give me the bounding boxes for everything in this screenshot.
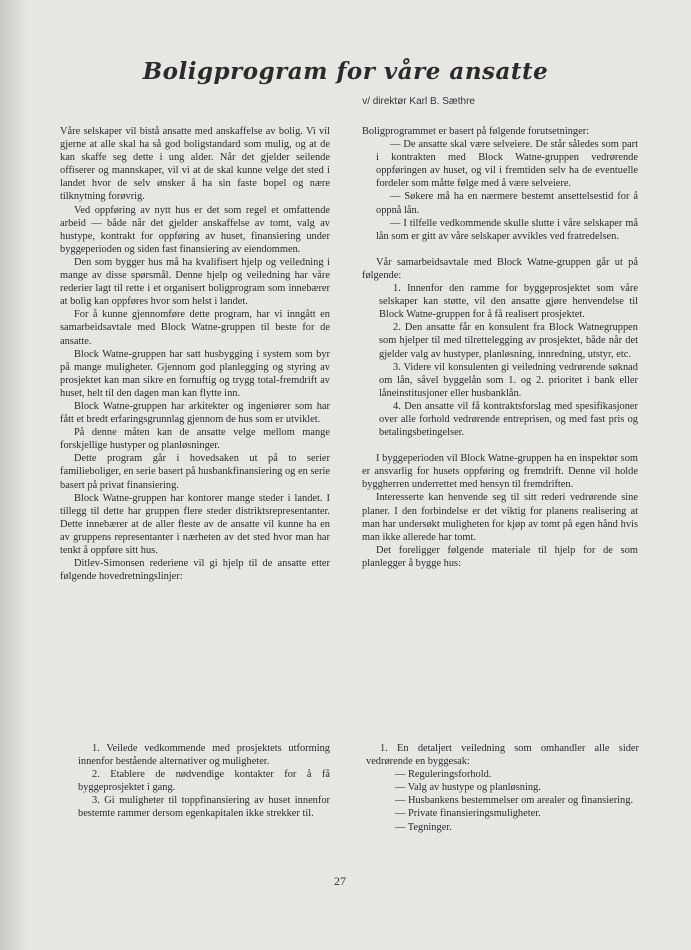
paragraph: Ditlev-Simonsen rederiene vil gi hjelp til de ansatte etter følgende hovedretningslinjer: xyxy=(60,558,330,583)
paragraph: For å kunne gjennomføre dette program, har vi inngått en samarbeidsavtale med Block Watne-gruppen til beste for de ansatte. xyxy=(60,309,330,347)
paragraph: Våre selskaper vil bistå ansatte med anskaffelse av bolig. Vi vil gjerne at alle skal ha så god boligstandard som mulig, og at de kan skaffe seg dette i ung alder. Når det gjelder seilende offiserer og mannskaper, vil vi at de skal kunne velge det sted i landet hvor de selv ønsker å ha sin faste bopel og nære tilknytning forøvrig. xyxy=(60,126,330,203)
paragraph: Vår samarbeidsavtale med Block Watne-gruppen går ut på følgende: xyxy=(362,256,638,281)
page-edge-shadow xyxy=(0,0,28,950)
list-item: 1. Veilede vedkommende med prosjektets utforming innenfor bestående alternativer og muligheter. xyxy=(78,743,330,768)
article-byline: v/ direktør Karl B. Sæthre xyxy=(362,96,475,107)
numbered-item: 4. Den ansatte vil få kontraktsforslag med spesifikasjoner over alle forhold vedrørende entreprisen, og med fast pris og betalingsbetingelser. xyxy=(379,400,638,439)
dash-item-text: Søkere må ha en nærmere bestemt ansettelsestid for å oppnå lån. xyxy=(376,191,638,216)
numbered-item: 2. Den ansatte får en konsulent fra Block Watnegruppen som hjelper til med tilrettelegging av prosjektet, både når det gjelder valg av hustyper, planløsning, innredning, utstyr, etc. xyxy=(379,322,638,360)
left-column xyxy=(60,125,330,583)
paragraph: Block Watne-gruppen har arkitekter og ingeniører som har fått et bredt erfaringsgrunnlag gjennom de hus som er utviklet. xyxy=(60,400,330,426)
sub-item: — Husbankens bestemmelser om arealer og finansiering. xyxy=(395,795,634,807)
paragraph: Den som bygger hus må ha kvalifisert hjelp og veiledning i mange av disse spørsmål. Denne hjelp og veiledning har våre rederier lagt til rette i et organisert boligprogram som innebærer at bolig kan oppføres hvor som helst i landet. xyxy=(60,256,330,308)
dash-item-text: De ansatte skal være selveiere. De står således som part i kontrakten med Block Watne-gruppen vedrørende oppføringen av huset, og vil i fremtiden selv ha de eventuelle fordeler som måtte følge med å være selveiere. xyxy=(376,139,638,190)
list-item: 2. Etablere de nødvendige kontakter for å få byggeprosjektet i gang. xyxy=(78,769,330,794)
guideline-list xyxy=(60,742,330,821)
sub-item: — Tegninger. xyxy=(395,821,452,833)
numbered-item: 1. Innenfor den ramme for byggeprosjektet som våre selskaper kan støtte, vil den ansatte gjøre henvendelse til Block Watne-gruppen for å få realisert prosjektet. xyxy=(379,283,638,321)
dash-item-text: I tilfelle vedkommende skulle slutte i våre selskaper må lån som er gitt av våre selskaper avvikles ved fratredelsen. xyxy=(376,217,638,242)
paragraph: Block Watne-gruppen har kontorer mange steder i landet. I tillegg til dette har gruppen flere steder distriktsrepresentanter. Dette innebærer at de aller fleste av de ansatte vil kunne ha en av gruppens representanter i nærheten av det sted hvor man har tenkt å oppføre sitt hus. xyxy=(60,492,330,556)
list-item: 3. Gi muligheter til toppfinansiering av huset innenfor bestemte rammer dersom egenkapitalen ikke strekker til. xyxy=(78,795,330,820)
dash-item: — De ansatte skal være selveiere. De står således som part i kontrakten med Block Watne-gruppen vedrørende oppføringen av huset, og vil i fremtiden selv ha de eventuelle fordeler som måtte følge med å være selveiere. xyxy=(376,139,638,190)
material-list xyxy=(349,742,639,834)
paragraph: På denne måten kan de ansatte velge mellom mange forskjellige hustyper og planløsninger. xyxy=(60,427,330,452)
dash-item: — Søkere må ha en nærmere bestemt ansettelsestid for å oppnå lån. xyxy=(376,191,638,216)
right-column xyxy=(362,125,638,570)
sub-item: — Reguleringsforhold. xyxy=(395,769,492,781)
sub-item: — Valg av hustype og planløsning. xyxy=(395,782,541,794)
paragraph: Det foreligger følgende materiale til hjelp for de som planlegger å bygge hus: xyxy=(362,544,638,569)
article-title: Boligprogram for våre ansatte xyxy=(142,58,549,85)
paragraph: Boligprogrammet er basert på følgende forutsetninger: xyxy=(362,126,590,137)
paragraph: Block Watne-gruppen har satt husbygging i system som byr på mange muligheter. Gjennom god planlegging og styring av prosjektet kan man sikre en fornuftig og trygg total-fremdrift av huset, helt til den dagen man kan flytte inn. xyxy=(60,348,330,399)
list-item: 1. En detaljert veiledning som omhandler alle sider vedrørende en byggesak: xyxy=(366,743,639,768)
sub-item: — Private finansieringsmuligheter. xyxy=(395,808,541,820)
dash-item: — I tilfelle vedkommende skulle slutte i våre selskaper må lån som er gitt av våre selskaper avvikles ved fratredelsen. xyxy=(376,217,638,242)
paragraph: I byggeperioden vil Block Watne-gruppen ha en inspektør som er ansvarlig for husets oppføring og fremdrift. Denne vil holde byggherren underrettet med hensyn til fremdriften. xyxy=(362,453,638,491)
paragraph: Ved oppføring av nytt hus er det som regel et omfattende arbeid — både når det gjelder anskaffelse av tomt, valg av hustype, kontrakt for oppføring av huset, finansiering under byggeperioden og siden fast finansiering av eiendommen. xyxy=(60,204,330,255)
paragraph: Interesserte kan henvende seg til sitt rederi vedrørende sine planer. I den forbindelse er det viktig for planens realisering at man har undersøkt muligheten for kjøp av tomt på egen hånd hvis man ikke allerede har tomt. xyxy=(362,492,638,543)
paragraph: Dette program går i hovedsaken ut på to serier familieboliger, en serie basert på husbankfinansiering og en serie basert på privat finansiering. xyxy=(60,453,330,491)
page-number: 27 xyxy=(334,874,346,888)
numbered-item: 3. Videre vil konsulenten gi veiledning vedrørende søknad om lån, såvel byggelån som 1. og 2. prioritet i bank eller låneinstitusjoner eller husbanklån. xyxy=(379,361,638,399)
